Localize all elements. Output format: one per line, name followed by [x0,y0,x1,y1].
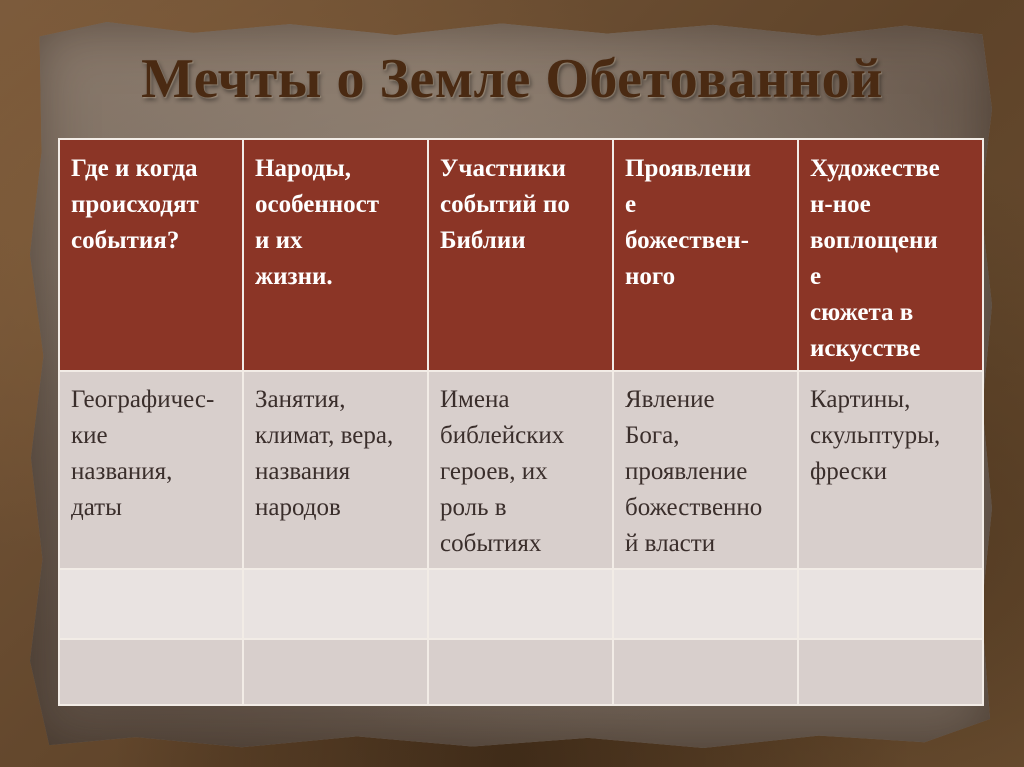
table-cell-empty [613,639,798,705]
table-cell-empty [243,569,428,639]
header-cell-text: Участники событий по Библии [440,155,570,254]
header-cell-text: Народы, особенност и их жизни. [255,155,380,290]
cell-text: Явление Бога, проявление божественно й власти [625,386,763,557]
table-cell [59,371,243,569]
header-cell-where-when [59,139,243,371]
table-cell-empty [59,639,243,705]
table-cell-empty [428,569,613,639]
header-cell-peoples [243,139,428,371]
header-cell-art [798,139,983,371]
table-cell [428,371,613,569]
table-header-row [59,139,983,371]
slide-title: Мечты о Земле Обетованной [141,48,883,110]
table-row-empty [59,569,983,639]
cell-text: Занятия, климат, вера, названия народов [255,386,394,521]
table-cell [243,371,428,569]
table-cell-empty [243,639,428,705]
cell-text: Картины, скульптуры, фрески [810,386,941,485]
header-cell-text: Проявлени е божествен- ного [625,155,752,290]
table-row-empty [59,639,983,705]
table-cell-empty [59,569,243,639]
table-cell-empty [798,569,983,639]
content-table [58,138,984,706]
table-cell [613,371,798,569]
header-cell-divine [613,139,798,371]
table-cell-empty [613,569,798,639]
table-cell [798,371,983,569]
table-cell-empty [798,639,983,705]
header-cell-text: Художестве н-ное воплощени е сюжета в искусстве [810,155,940,362]
table-row [59,371,983,569]
header-cell-text: Где и когда происходят события? [71,155,199,254]
table-cell-empty [428,639,613,705]
header-cell-participants [428,139,613,371]
cell-text: Имена библейских героев, их роль в событиях [440,386,565,557]
cell-text: Географичес- кие названия, даты [71,386,215,521]
